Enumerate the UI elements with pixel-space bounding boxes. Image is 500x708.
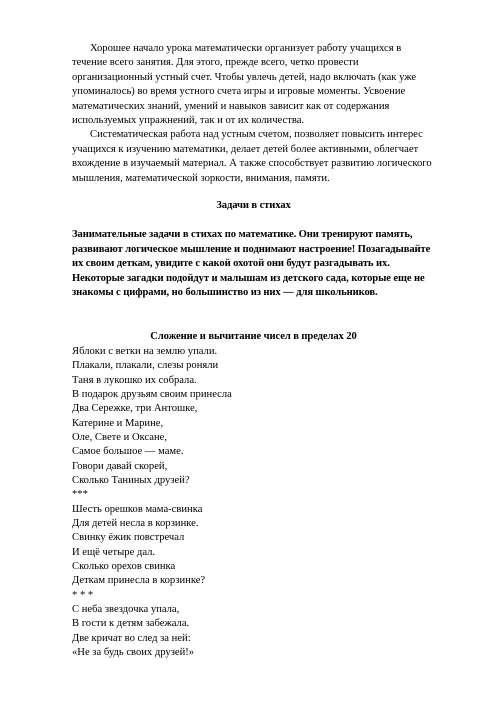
- poem-line: С неба звездочка упала,: [72, 604, 180, 616]
- poem-line: Таня в лукошко их собрала.: [72, 374, 197, 386]
- poem-line: Самое большое — маме.: [72, 446, 184, 458]
- section-title: Задачи в стихах: [216, 200, 291, 212]
- poem-line: Для детей несла в корзинке.: [72, 518, 199, 530]
- poem-line: В подарок друзьям своим принесла: [72, 388, 232, 400]
- poem-line: Плакали, плакали, слезы роняли: [72, 360, 219, 372]
- subsection-title: Сложение и вычитание чисел в пределах 20: [150, 330, 357, 342]
- poem-line: Свинку ёжик повстречал: [72, 532, 185, 544]
- poem-separator: ***: [72, 489, 88, 501]
- paragraph-2: Систематическая работа над устным счетом, позволяет повысить интерес учащихся к изучению математики, делает детей более активными, облегчает вхождение в изучаемый материал. А также способствует развитию логического мышления, математической зоркости, внимания, памяти.: [72, 129, 432, 184]
- poem-line: Две кричат во след за ней:: [72, 632, 191, 644]
- intro-paragraph: Занимательные задачи в стихах по математике. Они тренируют память, развивают логическое мышление и поднимают настроение! Позагадывайте их своим деткам, увидите с какой охотой они будут разгадывать их. Некоторые загадки подойдут и малышам из детского сада, которые еще не знакомы с цифрами, но большинство из них — для школьников.: [72, 229, 431, 299]
- paragraph-1: Хорошее начало урока математически организует работу учащихся в течение всего занятия. Для этого, прежде всего, четко провести организационный устный счет. Чтобы увлечь детей, надо включать (как уже упоминалось) во время устного счета игры и игровые моменты. Усвоение математических знаний, умений и навыков зависит как от содержания используемых упражнений, так и от их количества.: [72, 43, 417, 127]
- poem-line: Оле, Свете и Оксане,: [72, 431, 168, 443]
- poem-line: И ещё четыре дал.: [72, 546, 156, 558]
- poem-line: В гости к детям забежала.: [72, 618, 190, 630]
- poem-line: Шесть орешков мама-свинка: [72, 503, 203, 515]
- poem: [72, 345, 435, 661]
- poem-line: Катерине и Марине,: [72, 417, 164, 429]
- poem-line: Два Сережке, три Антошке,: [72, 403, 198, 415]
- document-page: [72, 42, 435, 660]
- poem-line: Говори давай скорей,: [72, 460, 168, 472]
- poem-line: Сколько орехов свинка: [72, 561, 176, 573]
- poem-line: «Не за будь своих друзей!»: [72, 647, 195, 659]
- poem-separator: * * *: [72, 589, 94, 601]
- poem-line: Деткам принесла в корзинке?: [72, 575, 206, 587]
- poem-line: Сколько Таниных друзей?: [72, 475, 190, 486]
- poem-line: Яблоки с ветки на землю упали.: [72, 345, 218, 357]
